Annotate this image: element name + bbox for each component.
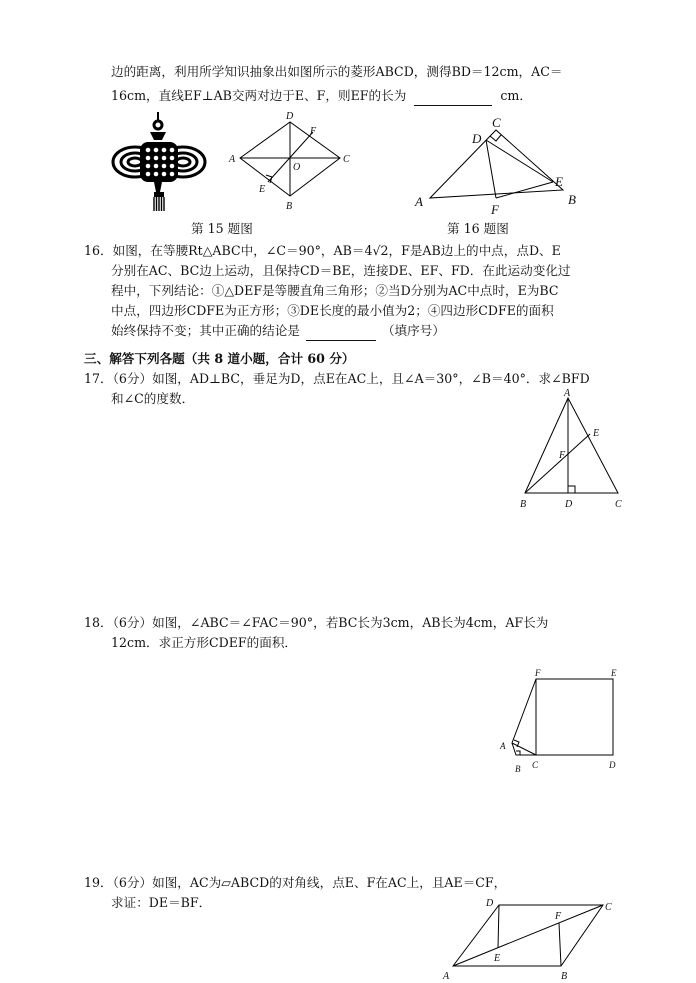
label-E: E (555, 174, 563, 189)
p15-answer-blank[interactable] (414, 87, 492, 106)
chinese-knot-image (110, 110, 220, 215)
p16-line-2: 分别在AC、BC边上运动，且保持CD＝BE，连接DE、EF、FD．在此运动变化过 (111, 263, 571, 278)
label-D: D (565, 499, 573, 510)
label-F: F (535, 668, 541, 678)
p17-triangle-figure (515, 390, 630, 515)
label-A: A (229, 154, 236, 165)
label-A: A (443, 971, 450, 982)
label-B: B (568, 192, 576, 207)
p16-line-1: 16．如图，在等腰Rt△ABC中，∠C＝90°，AB＝4√2，F是AB边上的中点，点D、E (84, 243, 561, 258)
label-A: A (415, 194, 423, 209)
label-A: A (564, 388, 571, 399)
label-C: C (532, 760, 539, 770)
label-B: B (520, 499, 527, 510)
label-F: F (310, 126, 317, 137)
p15-rhombus-figure (225, 110, 360, 212)
label-F: F (555, 911, 562, 922)
label-D: D (286, 111, 294, 122)
p16-line-3: 程中，下列结论：①△DEF是等腰直角三角形；②当D分别为AC中点时，E为BC (111, 283, 559, 298)
label-D: D (609, 760, 616, 770)
p16-line-5-suffix: （填序号） (381, 323, 445, 338)
p16-triangle-figure (410, 112, 590, 217)
p18-line-2: 12cm．求正方形CDEF的面积． (111, 635, 298, 650)
label-E: E (611, 668, 617, 678)
label-O: O (293, 162, 301, 173)
p15-line-2-text: 16cm，直线EF⊥AB交两对边于E、F，则EF的长为 (111, 88, 407, 103)
p16-line-5 (111, 322, 445, 341)
label-F: F (491, 202, 499, 217)
label-E: E (259, 184, 266, 195)
label-B: B (286, 201, 293, 212)
label-F: F (559, 450, 566, 461)
label-E: E (593, 428, 600, 439)
p15-line-2 (111, 87, 532, 106)
p17-line-1: 17．（6分）如图，AD⊥BC，垂足为D，点E在AC上，且∠A＝30°，∠B＝40°．求∠BFD (84, 371, 590, 386)
label-D: D (486, 898, 494, 909)
p18-square-figure (495, 665, 625, 777)
p15-caption: 第 15 题图 (191, 221, 253, 236)
p19-line-1: 19．（6分）如图，AC为▱ABCD的对角线，点E、F在AC上，且AE＝CF， (84, 875, 507, 890)
p16-line-4: 中点，四边形CDFE为正方形；③DE长度的最小值为2；④四边形CDFE的面积 (111, 303, 554, 318)
label-D: D (472, 131, 482, 146)
label-B: B (515, 764, 521, 774)
p15-line-1: 边的距离，利用所学知识抽象出如图所示的菱形ABCD，测得BD＝12cm，AC＝ (111, 64, 563, 79)
p19-line-2: 求证：DE＝BF． (111, 895, 212, 910)
label-B: B (561, 971, 568, 982)
p18-line-1: 18．（6分）如图，∠ABC＝∠FAC＝90°，若BC长为3cm，AB长为4cm，AF长为 (84, 615, 549, 630)
label-A: A (500, 741, 506, 751)
label-C: C (615, 499, 622, 510)
p16-answer-blank[interactable] (306, 322, 376, 341)
section-3-heading: 三、解答下列各题（共 8 道小题，合计 60 分） (84, 351, 355, 366)
p19-parallelogram-figure (440, 893, 620, 981)
label-C: C (343, 154, 350, 165)
label-C: C (605, 902, 612, 913)
p16-caption: 第 16 题图 (447, 221, 509, 236)
p15-line-2-unit: cm． (500, 88, 532, 103)
p16-line-5-text: 始终保持不变；其中正确的结论是 (111, 323, 300, 338)
label-E: E (494, 953, 501, 964)
label-C: C (492, 115, 501, 130)
p17-line-2: 和∠C的度数． (111, 391, 195, 406)
